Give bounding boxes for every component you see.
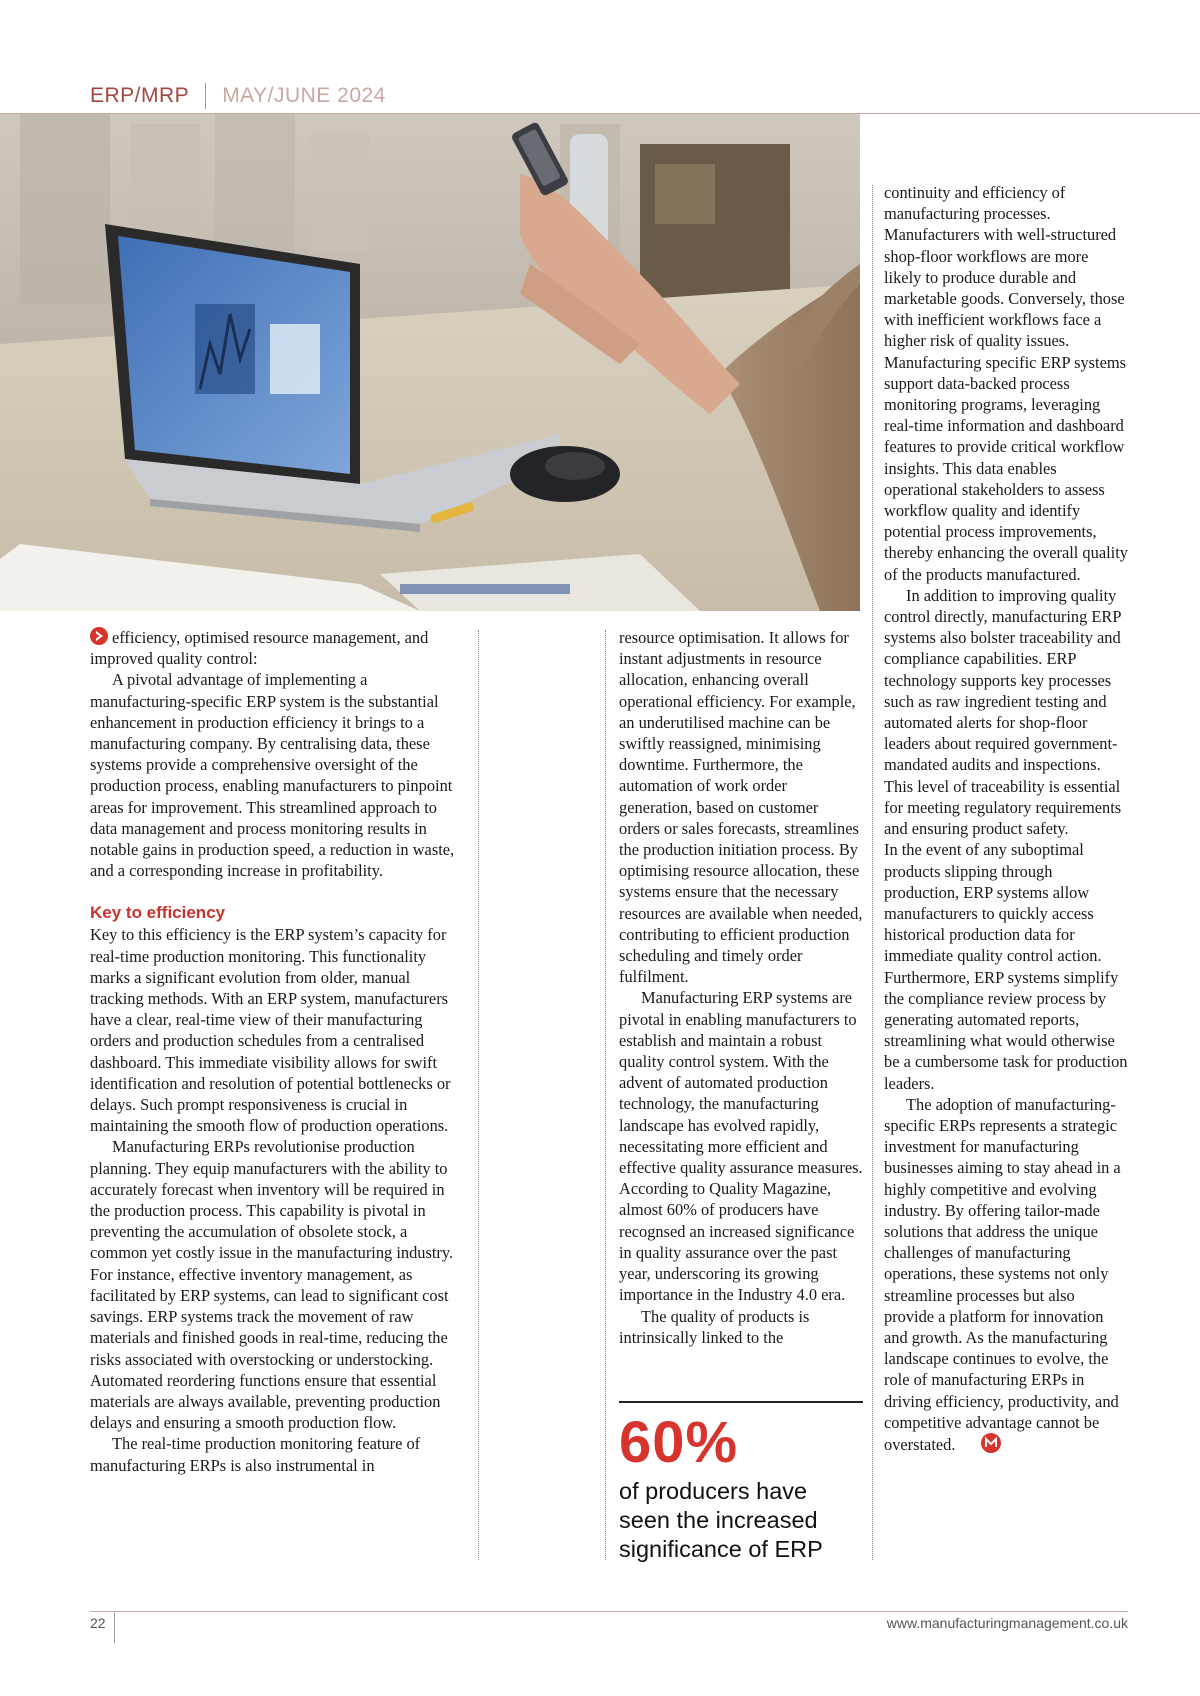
callout-rule <box>619 1401 863 1403</box>
red-arrow-marker-icon <box>90 627 108 645</box>
article-column-2 <box>619 627 863 1348</box>
article-column-3 <box>884 182 1128 1455</box>
article-column-1 <box>90 627 466 1476</box>
paragraph: The adoption of manufacturing-specific ERPs represents a strategic investment for manufacturing businesses aiming to stay ahead in a highly competitive and evolving industry. By offering tailor-made solutions that address the unique challenges of manufacturing operations, these systems not only streamline processes but also provide a platform for innovation and growth. As the manufacturing landscape continues to evolve, the role of manufacturing ERPs in driving efficiency, productivity, and competitive advantage cannot be overstated. <box>884 1094 1121 1454</box>
section-label: ERP/MRP <box>90 84 190 107</box>
column-divider <box>478 630 479 1560</box>
subheading: Key to efficiency <box>90 903 226 923</box>
stat-callout <box>619 1401 863 1564</box>
paragraph: In the event of any suboptimal products slipping through production, ERP systems allow manufacturers to quickly access historical production data for immediate quality control action. Furthermore, ERP systems simplify the compliance review process by generating automated reports, streamlining what would otherwise be a cumbersome task for production leaders. <box>884 840 1128 1093</box>
paragraph: A pivotal advantage of implementing a manufacturing-specific ERP system is the substantial enhancement in production efficiency it brings to a manufacturing company. By centralising data, these systems provide a comprehensive oversight of the production process, enabling manufacturers to pinpoint areas for improvement. This streamlined approach to data management and process monitoring results in notable gains in production speed, a reduction in waste, and a corresponding increase in profitability. <box>90 670 455 881</box>
article-photo <box>0 114 860 611</box>
paragraph: Key to this efficiency is the ERP system’s capacity for real-time production monitoring. This functionality marks a significant evolution from older, manual tracking methods. With an ERP system, manufacturers have a clear, real-time view of their manufacturing orders and production schedules from a centralised dashboard. This immediate visibility allows for swift identification and resolution of potential bottlenecks or delays. Such prompt responsiveness is crucial in maintaining the smooth flow of production operations. <box>90 925 451 1136</box>
magazine-logo-icon <box>959 1433 979 1453</box>
paragraph: The real-time production monitoring feature of manufacturing ERPs is also instrumental in <box>90 1434 421 1475</box>
paragraph: In addition to improving quality control directly, manufacturing ERP systems also bolster traceability and compliance capabilities. ERP technology supports key processes such as raw ingredient testing and automated alerts for shop-floor leaders about required government-mandated audits and inspections. This level of traceability is essential for meeting regulatory requirements and ensuring product safety. <box>884 585 1122 839</box>
paragraph: Manufacturing ERPs revolutionise production planning. They equip manufacturers with the ability to accurately forecast when inventory will be required in the production process. This capability is pivotal in preventing the accumulation of obsolete stock, a common yet costly issue in the manufacturing industry. For instance, effective inventory management, as facilitated by ERP systems, can lead to significant cost savings. ERP systems track the movement of raw materials and finished goods in real-time, reducing the risks associated with overstocking or understocking. Automated reordering functions ensure that essential materials are always available, preventing production delays and ensuring a smooth production flow. <box>90 1137 454 1433</box>
running-header <box>90 80 386 112</box>
website-link[interactable]: www.manufacturingmanagement.co.uk <box>886 1615 1128 1631</box>
footer-rule <box>90 1611 1128 1612</box>
column-divider <box>872 185 873 1560</box>
page-number: 22 <box>90 1615 106 1631</box>
header-divider <box>205 83 206 109</box>
paragraph: continuity and efficiency of manufacturing processes. Manufacturers with well-structured shop-floor workflows are more likely to produce durable and marketable goods. Conversely, those with inefficient workflows face a higher risk of quality issues. Manufacturing specific ERP systems support data-backed process monitoring programs, leveraging real-time information and dashboard features to provide critical workflow insights. This data enables operational stakeholders to assess workflow quality and identify potential process improvements, thereby enhancing the overall quality of the products manufactured. <box>884 183 1128 584</box>
stat-number: 60% <box>619 1410 739 1475</box>
photo-illustration <box>0 114 860 611</box>
paragraph: resource optimisation. It allows for instant adjustments in resource allocation, enhancing overall operational efficiency. For example, an underutilised machine can be swiftly reassigned, minimising downtime. Furthermore, the automation of work order generation, based on customer orders or sales forecasts, streamlines the production initiation process. By optimising resource allocation, these systems ensure that the necessary resources are available when needed, contributing to efficient production scheduling and timely order fulfilment. <box>619 628 863 987</box>
issue-date: MAY/JUNE 2024 <box>222 84 386 107</box>
column-divider <box>605 630 606 1560</box>
paragraph: The quality of products is intrinsically linked to the <box>619 1306 810 1347</box>
paragraph: efficiency, optimised resource management, and improved quality control: <box>90 628 429 669</box>
paragraph: Manufacturing ERP systems are pivotal in enabling manufacturers to establish and maintain a robust quality control system. With the advent of automated production technology, the manufacturing landscape has evolved rapidly, necessitating more efficient and effective quality assurance measures. According to Quality Magazine, almost 60% of producers have recognsed an increased significance in quality assurance over the past year, underscoring its growing importance in the Industry 4.0 era. <box>619 988 863 1305</box>
footer-divider <box>114 1613 115 1643</box>
stat-caption: of producers have seen the increased significance of ERP <box>619 1478 823 1562</box>
